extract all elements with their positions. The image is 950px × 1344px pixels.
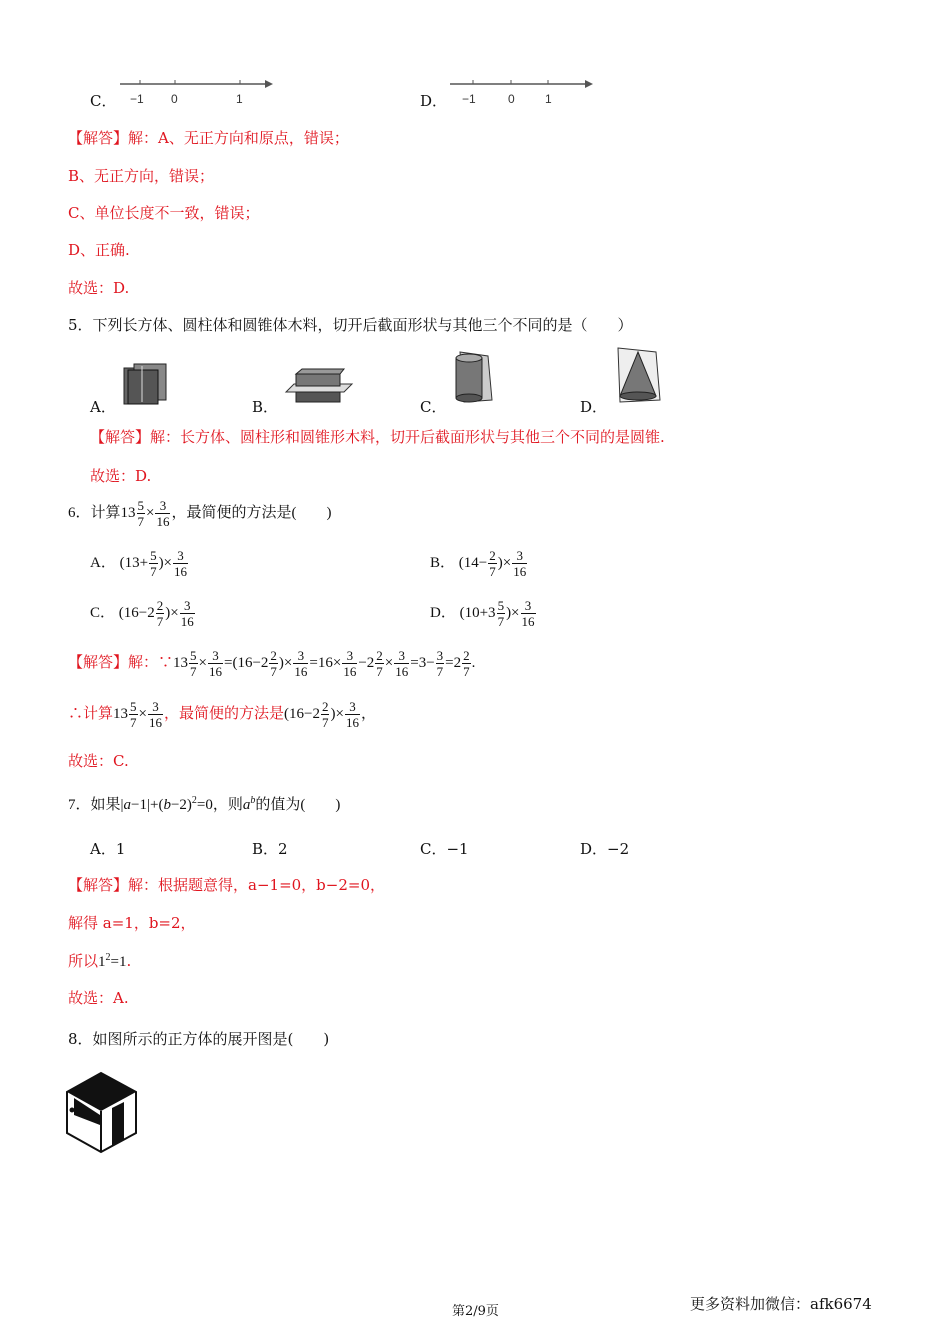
q7-stem: 7．如果$|a-1|+(b-2)^2=0$，则$a^b$的值为( )	[68, 795, 341, 813]
q4-choice: 故选：D.	[68, 279, 130, 297]
q7-option-d: D．−2	[580, 840, 630, 858]
q6-option-d-label: D．	[430, 604, 456, 621]
q7-choice: 故选：A.	[68, 989, 129, 1007]
q5-choice: 故选：D.	[90, 467, 152, 485]
q4-answer-tag: 【解答】	[68, 129, 129, 147]
q7-answer-line-3: 所以$1^2=1$.	[68, 952, 132, 970]
q7-option-b: B．2	[252, 840, 288, 858]
q5-answer-text: 解：长方体、圆柱形和圆锥形木料，切开后截面形状与其他三个不同的是圆锥.	[150, 428, 665, 446]
q7-answer-line-2: 解得 a=1，b=2，	[68, 914, 196, 932]
q4-answer-line-4: D、正确.	[68, 241, 130, 259]
q5-cone-image	[610, 344, 664, 406]
q5-answer-tag: 【解答】	[90, 428, 151, 446]
q7-stem-suffix: 的值为( )	[255, 797, 341, 813]
q4-d-tick-0: 0	[508, 92, 515, 106]
q4-c-tick-1: 1	[236, 92, 243, 106]
q6-answer-line-2: ∴计算13 $\frac{5}{7}$ × $\frac{3}{16}$ ，最简便的方法是(16−2 $\frac{2}{7}$ )× $\frac{3}{16}$ ，	[68, 699, 376, 730]
q6-option-b-label: B．	[430, 554, 456, 571]
q7-answer-line-1	[68, 874, 385, 895]
q6-option-a-label: A．	[90, 554, 116, 571]
q6-stem: 6．计算13 $\frac{5}{7}$ × $\frac{3}{16}$ ，最简便的方法是( )	[68, 498, 332, 529]
q7-answer-tag: 【解答】	[68, 876, 129, 894]
q6-choice: 故选：C.	[68, 752, 129, 770]
q7-stem-prefix: 7．如果	[68, 797, 121, 813]
q6-line2-prefix: ∴计算	[68, 705, 114, 722]
q6-option-b: B． (14− $\frac{2}{7}$ )× $\frac{3}{16}$	[430, 548, 527, 579]
q4-c-tick-0: 0	[171, 92, 178, 106]
q5-option-a-label: A．	[90, 398, 116, 416]
q6-stem-suffix: ，最简便的方法是( )	[171, 504, 332, 521]
q5-stem: 5．下列长方体、圆柱体和圆锥体木料，切开后截面形状与其他三个不同的是（ ）	[68, 316, 633, 334]
q7-answer3-prefix: 所以	[68, 952, 99, 970]
q4-answer-text-1: 解：A、无正方向和原点，错误；	[128, 129, 349, 147]
q6-option-d: D． (10+3 $\frac{5}{7}$ )× $\frac{3}{16}$	[430, 598, 535, 629]
q6-answer-line-1: 【解答】解：∵13 $\frac{5}{7}$ × $\frac{3}{16}$ =(16−2 $\frac{2}{7}$ )× $\frac{3}{16}$ =16× $\frac{3}{16}$ −2 $\frac{2}{7}$ × $\frac{3}{16}$ =3− $\frac{3}{7}$ =2 $\frac{2}{7}$ .	[68, 648, 476, 679]
q5-option-d-label: D．	[580, 398, 608, 416]
q4-answer-line-1	[68, 127, 349, 148]
q4-option-d-label: D．	[420, 92, 448, 110]
q5-answer	[90, 426, 665, 447]
q6-option-c-label: C．	[90, 604, 116, 621]
q4-c-tick-neg1: −1	[130, 92, 144, 106]
q6-option-a: A． (13+ $\frac{5}{7}$ )× $\frac{3}{16}$	[90, 548, 188, 579]
q6-answer-prefix: 解：∵	[128, 654, 174, 671]
q7-option-a: A．1	[90, 840, 126, 858]
q6-line2-mid: ，最简便的方法是	[163, 705, 284, 722]
q8-stem: 8．如图所示的正方体的展开图是( )	[68, 1030, 330, 1048]
page-number: 第2/9页	[452, 1304, 499, 1319]
q7-option-c: C．−1	[420, 840, 469, 858]
q4-d-tick-1: 1	[545, 92, 552, 106]
q7-answer-text-1: 解：根据题意得，a−1=0，b−2=0，	[128, 876, 386, 894]
q6-stem-prefix: 6．计算	[68, 504, 121, 521]
q6-answer-tag: 【解答】	[68, 654, 129, 671]
q4-answer-line-3: C、单位长度不一致，错误；	[68, 204, 260, 222]
q4-answer-line-2: B、无正方向，错误；	[68, 167, 215, 185]
q5-sliced-cuboid-image	[282, 368, 354, 406]
q6-option-c: C． (16−2 $\frac{2}{7}$ )× $\frac{3}{16}$	[90, 598, 194, 629]
q7-stem-mid: ，则	[212, 797, 243, 813]
q5-option-c-label: C．	[420, 398, 447, 416]
q5-cylinder-image	[448, 348, 498, 406]
q5-cuboid-image	[120, 360, 170, 408]
q8-cube-image	[64, 1070, 142, 1156]
q4-d-tick-neg1: −1	[462, 92, 476, 106]
wechat-note: 更多资料加微信：afk6674	[690, 1295, 872, 1313]
q4-option-c-label: C．	[90, 92, 117, 110]
q5-option-b-label: B．	[252, 398, 279, 416]
